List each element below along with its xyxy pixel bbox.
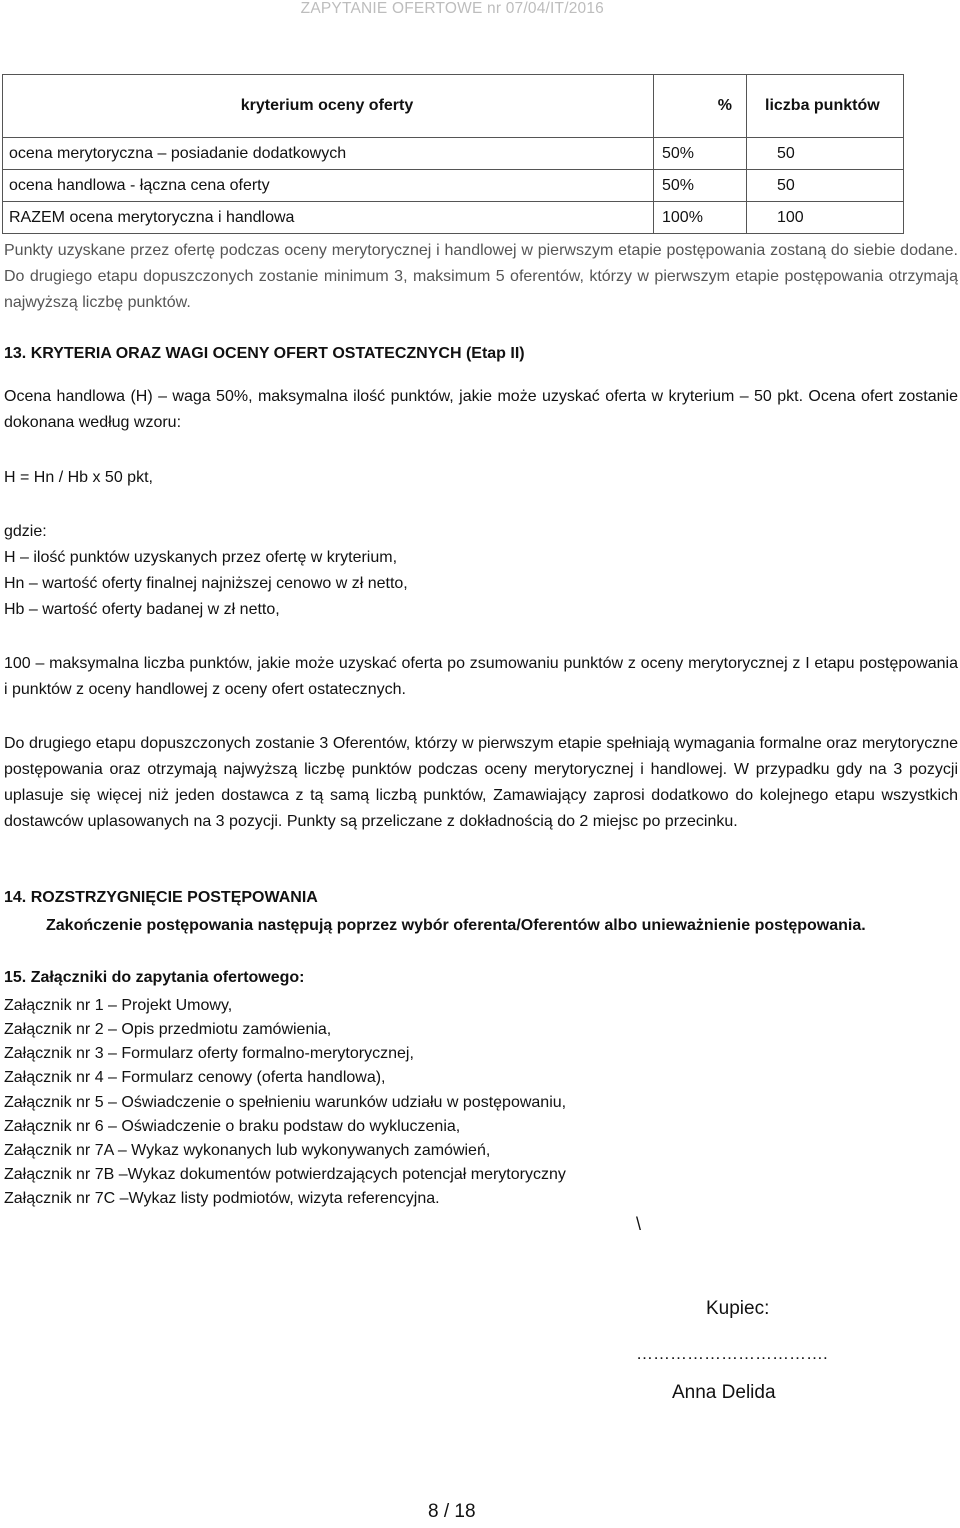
attachment-item: Załącznik nr 1 – Projekt Umowy,	[4, 997, 233, 1014]
attachment-item: Załącznik nr 7C –Wykaz listy podmiotów, wizyta referencyjna.	[4, 1190, 440, 1207]
row-points: 50	[747, 170, 904, 202]
signature-name: Anna Delida	[672, 1382, 776, 1403]
row-percent: 50%	[654, 170, 747, 202]
section-14-text: Zakończenie postępowania następują poprzez wybór oferenta/Oferentów albo unieważnienie postępowania.	[46, 917, 866, 934]
page-number: 8 / 18	[428, 1501, 476, 1522]
attachment-item: Załącznik nr 7B –Wykaz dokumentów potwierdzających potencjał merytoryczny	[4, 1166, 566, 1183]
attachment-item: Załącznik nr 5 – Oświadczenie o spełnieniu warunków udziału w postępowaniu,	[4, 1094, 567, 1111]
header-percent: %	[654, 75, 747, 138]
points-summary-a: Punkty uzyskane przez ofertę podczas oceny merytorycznej i handlowej w pierwszym etapie postępowania zostaną do siebie dodane.	[4, 242, 958, 259]
attachment-item: Załącznik nr 6 – Oświadczenie o braku podstaw do wykluczenia,	[4, 1118, 461, 1135]
section-15-heading: 15. Załączniki do zapytania ofertowego:	[4, 969, 305, 986]
points-summary-paragraph	[4, 238, 958, 316]
signature-label: Kupiec:	[706, 1298, 770, 1319]
section-13-intro: Ocena handlowa (H) – waga 50%, maksymalna ilość punktów, jakie może uzyskać oferta w kryterium – 50 pkt. Ocena ofert zostanie dokonana według wzoru:	[4, 388, 958, 431]
max-points-paragraph: 100 – maksymalna liczba punktów, jakie może uzyskać oferta po zsumowaniu punktów z oceny merytorycznej z I etapu postępowania i punktów z oceny handlowej z oceny ofert ostatecznych.	[4, 655, 958, 698]
document-header-title: ZAPYTANIE OFERTOWE nr 07/04/IT/2016	[300, 0, 604, 17]
header-points: liczba punktów	[747, 75, 904, 138]
criteria-table-header	[3, 75, 904, 138]
points-summary-b: Do drugiego etapu dopuszczonych zostanie minimum 3, maksimum 5 oferentów, którzy w pierwszym etapie postępowania otrzymają najwyższą liczbę punktów.	[4, 268, 958, 311]
definition-item: H – ilość punktów uzyskanych przez ofertę w kryterium,	[4, 549, 398, 566]
section-14-heading: 14. ROZSTRZYGNIĘCIE POSTĘPOWANIA	[4, 889, 318, 906]
attachment-item: Załącznik nr 3 – Formularz oferty formalno-merytorycznej,	[4, 1045, 414, 1062]
attachment-item: Załącznik nr 4 – Formularz cenowy (oferta handlowa),	[4, 1069, 386, 1086]
row-criterion: ocena merytoryczna – posiadanie dodatkowych	[3, 138, 654, 170]
table-row	[3, 202, 904, 234]
row-criterion: RAZEM ocena merytoryczna i handlowa	[3, 202, 654, 234]
row-percent: 100%	[654, 202, 747, 234]
section-13-heading: 13. KRYTERIA ORAZ WAGI OCENY OFERT OSTATECZNYCH (Etap II)	[4, 345, 525, 362]
definition-item: Hn – wartość oferty finalnej najniższej cenowo w zł netto,	[4, 575, 408, 592]
attachment-item: Załącznik nr 2 – Opis przedmiotu zamówienia,	[4, 1021, 332, 1038]
criteria-table	[2, 74, 904, 234]
row-points: 100	[747, 202, 904, 234]
header-criterion: kryterium oceny oferty	[3, 75, 654, 138]
stray-backslash: \	[636, 1214, 642, 1234]
row-points: 50	[747, 138, 904, 170]
row-percent: 50%	[654, 138, 747, 170]
attachment-item: Załącznik nr 7A – Wykaz wykonanych lub wykonywanych zamówień,	[4, 1142, 491, 1159]
row-criterion: ocena handlowa - łączna cena oferty	[3, 170, 654, 202]
definition-item: Hb – wartość oferty badanej w zł netto,	[4, 601, 280, 618]
table-row	[3, 170, 904, 202]
where-label: gdzie:	[4, 523, 47, 540]
table-row	[3, 138, 904, 170]
formula: H = Hn / Hb x 50 pkt,	[4, 469, 153, 486]
signature-dots: …………………………….	[636, 1344, 828, 1363]
second-stage-paragraph: Do drugiego etapu dopuszczonych zostanie 3 Oferentów, którzy w pierwszym etapie spełniają wymagania formalne oraz merytoryczne postępowania oraz otrzymają najwyższą liczbę punktów podczas oceny merytorycznej i handlowej. W przypadku gdy na 3 pozycji uplasuje się więcej niż jeden dostawca z tą samą liczbą punktów, Zamawiający zaprosi dodatkowo do kolejnego etapu wszystkich dostawców uplasowanych na 3 pozycji. Punkty są przeliczane z dokładnością do 2 miejsc po przecinku.	[4, 735, 958, 830]
